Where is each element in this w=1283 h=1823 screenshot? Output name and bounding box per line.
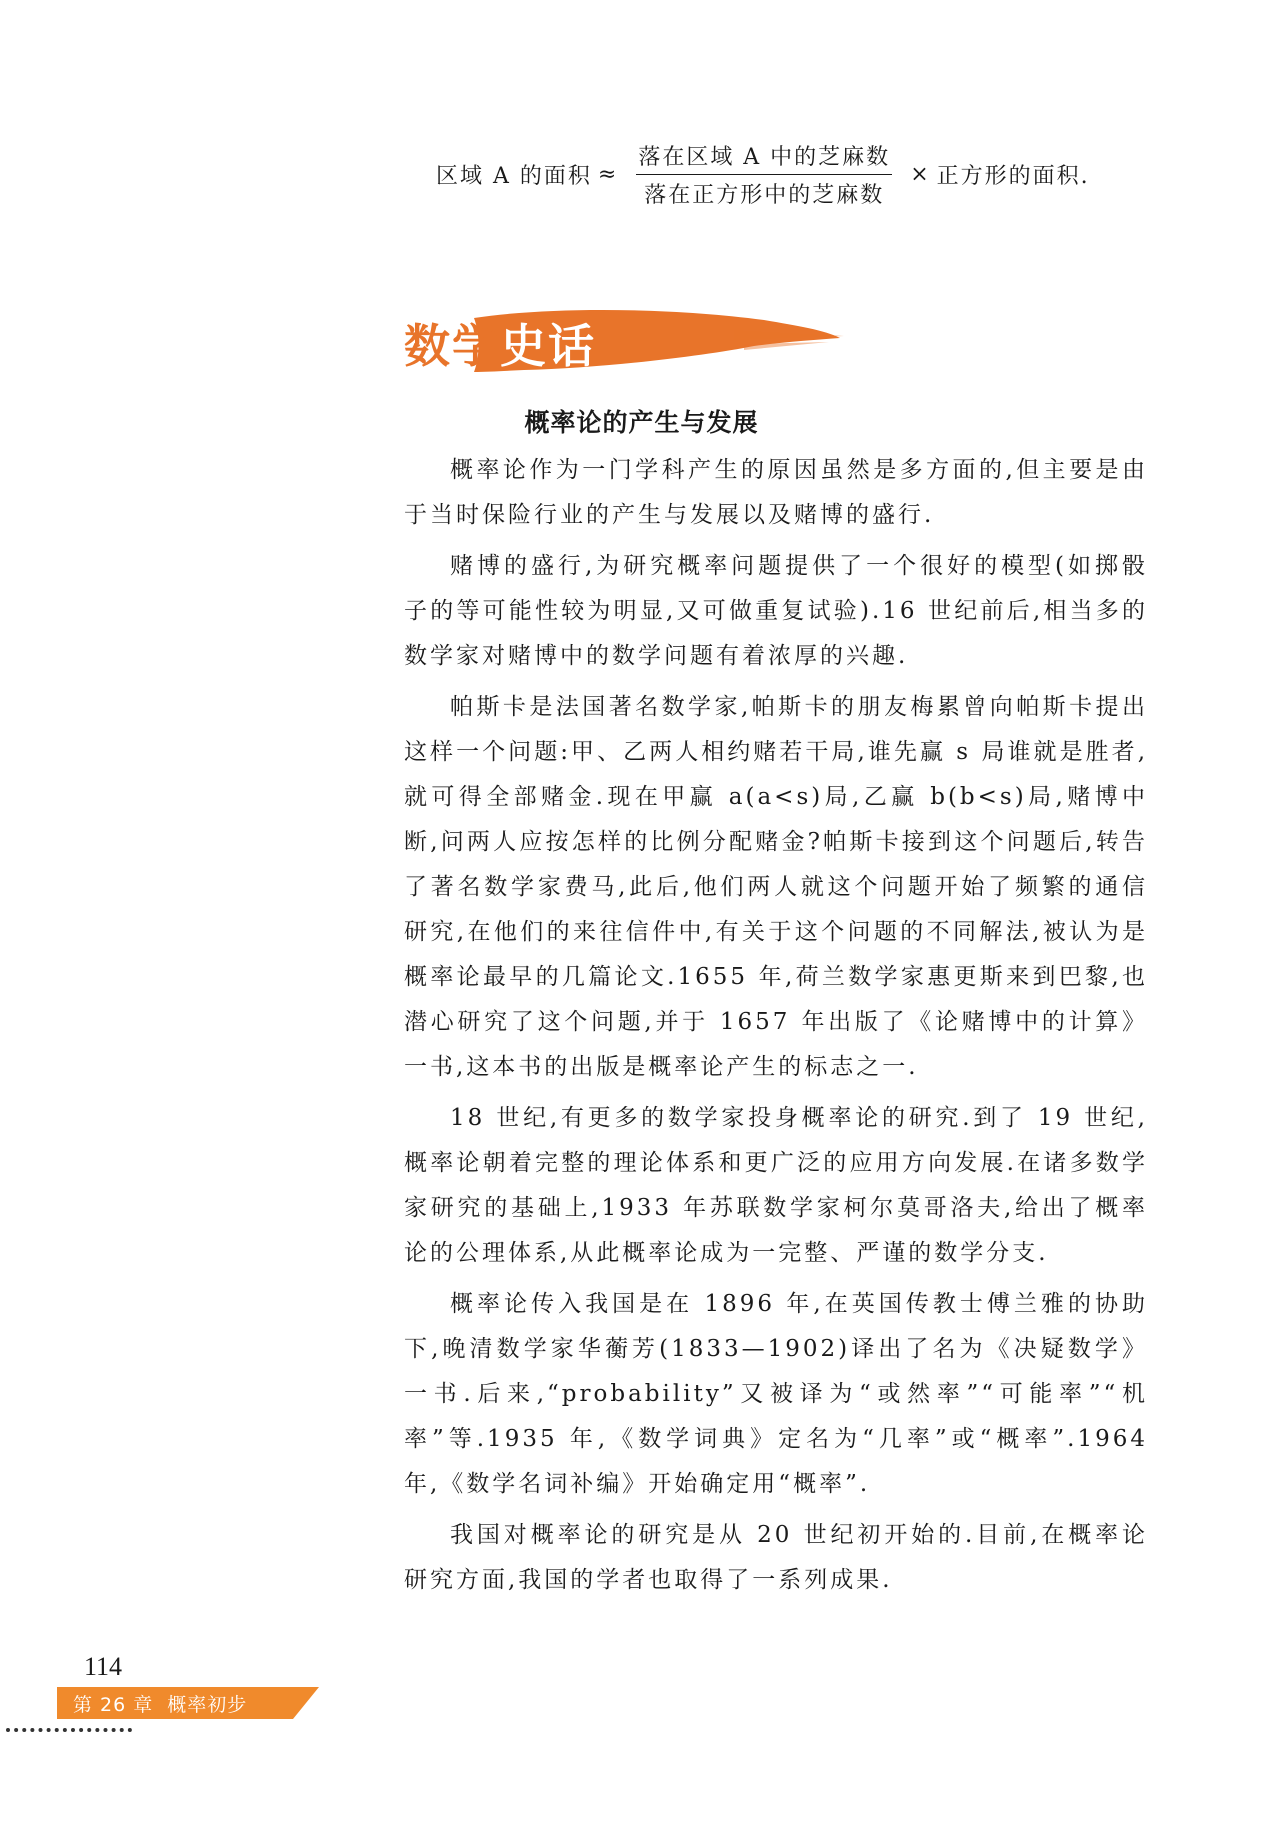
article-paragraph: 我国对概率论的研究是从 20 世纪初开始的.目前,在概率论研究方面,我国的学者也取得了一系列成果. (404, 1522, 1148, 1593)
chapter-label (73, 1690, 261, 1717)
chapter-number: 第 26 章 (73, 1694, 154, 1716)
formula-denominator: 落在正方形中的芝麻数 (644, 183, 885, 208)
page-number: 114 (84, 1652, 123, 1681)
article-paragraph: 18 世纪,有更多的数学家投身概率论的研究.到了 19 世纪,概率论朝着完整的理论体系和更广泛的应用方向发展.在诸多数学家研究的基础上,1933 年苏联数学家柯尔莫哥洛夫,给出了概率论的公理体系,从此概率论成为一完整、严谨的数学分支. (404, 1105, 1148, 1266)
chapter-title: 概率初步 (167, 1694, 248, 1716)
formula-lhs: 区域 A 的面积 (436, 164, 592, 189)
area-formula (436, 140, 1090, 209)
article-paragraph: 赌博的盛行,为研究概率问题提供了一个很好的模型(如掷骰子的等可能性较为明显,又可做重复试验).16 世纪前后,相当多的数学家对赌博中的数学问题有着浓厚的兴趣. (404, 553, 1148, 669)
section-title (404, 310, 596, 376)
article-paragraph: 概率论作为一门学科产生的原因虽然是多方面的,但主要是由于当时保险行业的产生与发展以及赌博的盛行. (404, 457, 1148, 528)
footer-dotted-divider (6, 1728, 132, 1732)
section-banner (404, 300, 844, 380)
article-title: 概率论的产生与发展 (524, 408, 759, 437)
article-body (404, 448, 1148, 1609)
section-title-part1: 数学 (404, 319, 500, 373)
formula-rhs: 正方形的面积. (936, 164, 1090, 189)
formula-approx: ≈ (597, 162, 619, 187)
formula-times: × (910, 162, 931, 187)
section-title-part2: 史话 (500, 319, 596, 373)
article-paragraph: 帕斯卡是法国著名数学家,帕斯卡的朋友梅累曾向帕斯卡提出这样一个问题:甲、乙两人相约赌若干局,谁先赢 s 局谁就是胜者,就可得全部赌金.现在甲赢 a(a<s)局,乙赢 b(b<s)局,赌博中断,问两人应按怎样的比例分配赌金?帕斯卡接到这个问题后,转告了著名数学家费马,此后,他们两人就这个问题开始了频繁的通信研究,在他们的来往信件中,有关于这个问题的不同解法,被认为是概率论最早的几篇论文.1655 年,荷兰数学家惠更斯来到巴黎,也潜心研究了这个问题,并于 1657 年出版了《论赌博中的计算》一书,这本书的出版是概率论产生的标志之一. (404, 694, 1148, 1080)
formula-numerator: 落在区域 A 中的芝麻数 (636, 140, 892, 175)
formula-fraction (636, 140, 892, 209)
chapter-tab (57, 1687, 319, 1719)
article-paragraph: 概率论传入我国是在 1896 年,在英国传教士傅兰雅的协助下,晚清数学家华蘅芳(1833—1902)译出了名为《决疑数学》一书.后来,“probability”又被译为“或然率”“可能率”“机率”等.1935 年,《数学词典》定名为“几率”或“概率”.1964 年,《数学名词补编》开始确定用“概率”. (404, 1291, 1148, 1497)
